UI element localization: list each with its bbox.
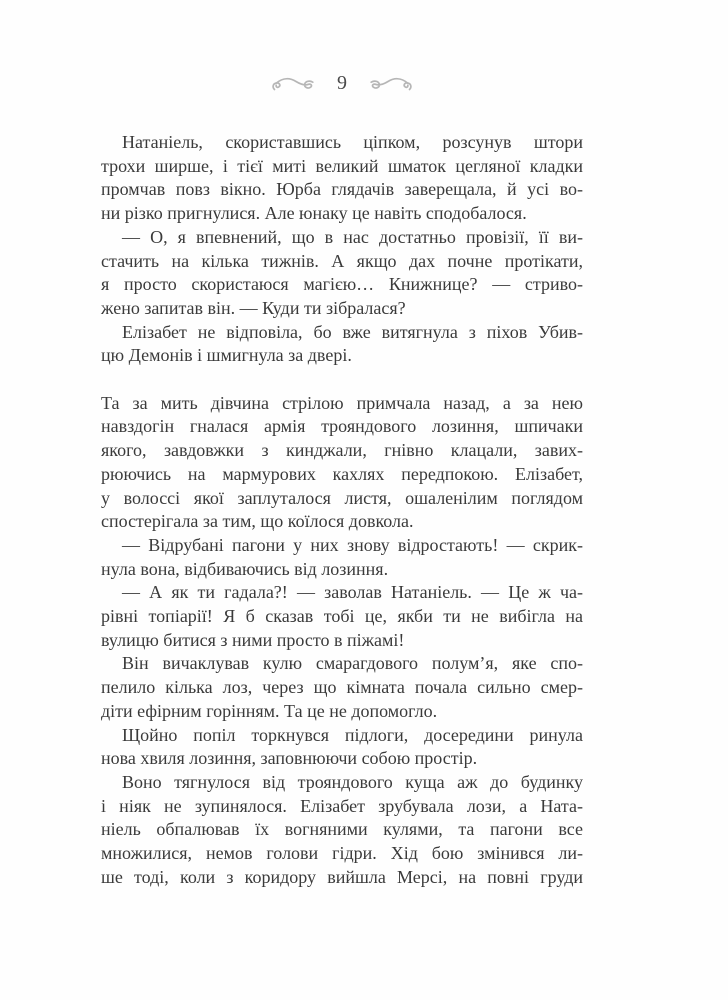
text-line: цю Демонів і шмигнула за двері. — [101, 345, 352, 366]
text-line: Воно тягнулося від трояндового куща аж до будинку — [122, 771, 583, 792]
text-line: рівні топіарії! Я б сказав тобі це, якби ти не вибігла на — [101, 606, 583, 627]
text-line: рюючись на мармурових кахлях передпокою. Елізабет, — [101, 463, 583, 484]
text-line: у волоссі якої заплуталося листя, ошаленілим поглядом — [101, 487, 583, 508]
text-line: пелило кілька лоз, через що кімната почала сильно смер- — [101, 677, 583, 698]
text-line: промчав повз вікно. Юрба глядачів заверещала, й усі во- — [101, 179, 583, 200]
text-line: я просто скористаюся магією… Книжнице? — стриво- — [101, 274, 583, 295]
text-line: ше тоді, коли з коридору вийшла Мерсі, на повні груди — [101, 866, 583, 887]
text-line: Натаніель, скориставшись ціпком, розсунув штори — [122, 132, 583, 152]
text-line: нула вона, відбиваючись від лозиння. — [101, 558, 389, 579]
paragraph — [101, 581, 583, 652]
text-line: — А як ти гадала?! — заволав Натаніель. — Це ж ча- — [122, 582, 583, 603]
text-line: діти ефірним горінням. Та це не допомогло. — [101, 700, 438, 721]
text-line: нова хвиля лозиння, заповнюючи собою простір. — [101, 748, 478, 769]
text-line: трохи ширше, і тієї миті великий шматок цегляної кладки — [101, 155, 583, 176]
paragraph — [101, 534, 583, 581]
text-line: вулицю битися з ними просто в піжамі! — [101, 629, 405, 650]
text-line: — О, я впевнений, що в нас достатньо провізії, її ви- — [122, 226, 583, 247]
flourish-right-icon — [369, 75, 413, 93]
text-line: спостерігала за тим, що коїлося довкола. — [101, 511, 414, 532]
text-block — [101, 131, 583, 889]
text-line: множилися, немов голови гідри. Хід бою змінився ли- — [101, 843, 583, 864]
paragraph — [101, 724, 583, 771]
text-line: навздогін гналася армія трояндового лозиння, шпичаки — [101, 416, 583, 437]
paragraph — [101, 131, 583, 226]
paragraph — [101, 226, 583, 321]
text-line: жено запитав він. — Куди ти зібралася? — [101, 297, 406, 318]
text-line: Він вичаклував кулю смарагдового полум’я, яке спо- — [122, 653, 583, 674]
text-line: і ніяк не зупинялося. Елізабет зрубувала лози, а Ната- — [101, 795, 583, 816]
text-line: Щойно попіл торкнувся підлоги, досередини ринула — [122, 724, 583, 745]
text-line: якого, завдовжки з кинджали, гнівно клацали, завих- — [101, 440, 583, 461]
text-line: — Відрубані пагони у них знову відростають! — скрик- — [122, 534, 583, 555]
text-line: ни різко пригнулися. Але юнаку це навіть сподобалося. — [101, 203, 527, 224]
paragraph — [101, 392, 583, 534]
paragraph — [101, 652, 583, 723]
page-number: 9 — [337, 72, 347, 94]
text-line: стачить на кілька тижнів. А якщо дах почне протікати, — [101, 250, 583, 271]
paragraph — [101, 321, 583, 368]
text-line: Та за мить дівчина стрілою примчала назад, а за нею — [101, 392, 583, 413]
text-line: ніель обпалював їх вогняними кулями, та пагони все — [101, 819, 583, 840]
page-header — [101, 70, 583, 98]
flourish-left-icon — [271, 75, 315, 93]
paragraph — [101, 771, 583, 890]
text-line: Елізабет не відповіла, бо вже витягнула з піхов Убив- — [122, 321, 583, 342]
